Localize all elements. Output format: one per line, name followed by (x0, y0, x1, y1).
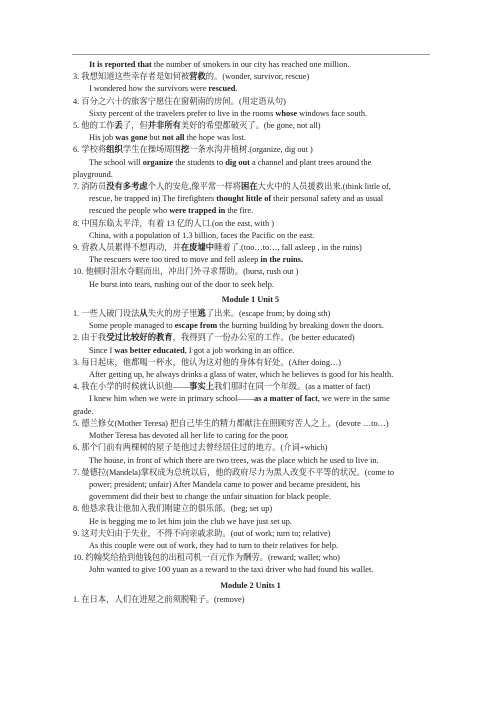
text-run: 1. 一些人破门设法 (73, 309, 140, 319)
text-run: 10. 约翰奖给拾到他钱包的出租司机一百元作为酬劳。(reward; wallet; who) (73, 553, 340, 563)
bold-phrase: as a matter of fact (253, 394, 318, 404)
text-line (73, 279, 428, 291)
text-line (73, 230, 428, 242)
text-run: rescue, be trapped in) The firefighters (89, 194, 217, 204)
text-run: the fire. (225, 206, 254, 216)
text-run: 一条水沟并植树.(organize, dig out ) (189, 145, 313, 155)
text-run: After getting up, he always drinks a glass of water, which he believes is good for his health. (89, 370, 394, 380)
numbered-item (73, 503, 428, 515)
bold-phrase: was gone (115, 133, 148, 143)
numbered-item (73, 71, 428, 83)
bold-phrase: not all (162, 133, 185, 143)
text-run: China, with a population of 1.3 billion, faces the Pacific on the east. (89, 230, 315, 240)
bold-phrase: 在废墟中 (180, 243, 215, 253)
bold-phrase: dig out (225, 157, 250, 167)
text-run: the burning building by breaking down the doors. (217, 321, 384, 331)
text-run: 美好的希望都破灭了。(be gone, not all) (180, 121, 321, 131)
text-run: 个人的安危,像平常一样将 (147, 182, 242, 192)
bold-phrase: was better educated (114, 345, 185, 355)
text-run: government did their best to change the unfair situation for black people. (89, 492, 331, 502)
numbered-item (73, 242, 428, 254)
numbered-item (73, 144, 428, 156)
text-run: 1. 在日本，人们在进屋之前须脱鞋子。(remove) (73, 594, 245, 604)
numbered-item (73, 357, 428, 369)
text-run: He is begging me to let him join the club we have just set up. (89, 516, 293, 526)
bold-phrase: 逃 (197, 309, 206, 319)
numbered-item (73, 467, 428, 479)
text-run: the number of smokers in our city has reached one million. (151, 60, 350, 69)
text-run: Sixty percent of the travelers prefer to live in the rooms (89, 108, 276, 118)
text-run: 6. 那个门前有两棵树的屋子是他过去曾经居住过的地方。(介词+which) (73, 443, 328, 453)
text-run: The school will (89, 157, 143, 167)
text-line (73, 479, 428, 491)
text-run: 9. 营救人员累得不想再动，并 (73, 243, 181, 253)
bold-phrase: 困在 (241, 182, 258, 192)
text-run: 学生在操场周围 (122, 145, 181, 155)
numbered-item (73, 418, 428, 430)
bold-phrase: 挖 (180, 145, 190, 155)
text-run: grade. (73, 406, 94, 416)
text-run: . (235, 84, 238, 94)
text-run: Since I (89, 345, 115, 355)
numbered-item (73, 528, 428, 540)
text-run: 5. 德兰修女(Mother Teresa) 把自己毕生的精力都献注在照顾穷苦人之上。(devote …to…) (73, 418, 389, 428)
section-heading (73, 294, 428, 306)
text-run: the hope was lost. (184, 133, 246, 143)
text-line (73, 320, 428, 332)
text-run: 2. 由于我 (73, 333, 107, 343)
text-run: 10. 他顿时泪水夺眶而出，冲出门外寻求帮助。(burst, rush out ) (73, 267, 299, 277)
bold-phrase: 营救 (189, 72, 206, 82)
text-run: 睡着了.(too…to…, fall asleep , in the ruins) (214, 243, 362, 253)
text-run: playground. (73, 169, 113, 179)
numbered-item (73, 218, 428, 230)
numbered-item (73, 181, 428, 193)
text-run: 5. 他的工作 (73, 121, 115, 131)
bold-phrase: 并非所有 (147, 121, 181, 131)
text-run: a channel and plant trees around the (249, 157, 372, 167)
text-line (73, 406, 428, 418)
document-body (73, 59, 428, 606)
text-run: 4. 我在小学的时候就认识他—— (73, 382, 190, 392)
numbered-item (73, 266, 428, 278)
text-run: 7. 消防员 (73, 182, 107, 192)
bold-phrase: were trapped in (169, 206, 226, 216)
text-run: 9. 这对夫妇由于失业，不得不向亲戚求助。(out of work; turn to; relative) (73, 528, 331, 538)
bold-phrase: 事实上 (189, 382, 215, 392)
bold-phrase: 丢 (114, 121, 123, 131)
text-run: The rescuers were too tired to move and fell asleep (89, 255, 261, 265)
text-run: 4. 百分之六十的旅客宁愿住在窗朝南的房间。(用定语从句) (73, 96, 286, 106)
numbered-item (73, 442, 428, 454)
text-line (73, 516, 428, 528)
bold-phrase: Module 2 Units 1 (220, 580, 281, 590)
bold-phrase: escape from (174, 321, 218, 331)
bold-phrase: whose (275, 108, 298, 118)
text-line (73, 369, 428, 381)
text-run: Mother Teresa has devoted all her life to caring for the poor. (89, 431, 289, 441)
text-run: I wondered how the survivors were (89, 84, 209, 94)
text-line (73, 83, 428, 95)
numbered-item (73, 120, 428, 132)
numbered-item (73, 594, 428, 606)
text-run: rescued the people who (89, 206, 170, 216)
text-run: John wanted to give 100 yuan as a reward to the taxi driver who had found his wallet. (89, 565, 374, 575)
text-line (73, 345, 428, 357)
text-run: As this couple were out of work, they had to turn to their relatives for help. (89, 540, 339, 550)
numbered-item (73, 552, 428, 564)
bold-phrase: 受过比较好的教育 (106, 333, 173, 343)
bold-phrase: thought little of (216, 194, 272, 204)
text-line (73, 193, 428, 205)
numbered-item (73, 332, 428, 344)
text-run: 大火中的人员援救出来.(think little of, (257, 182, 391, 192)
text-run: their personal safety and as usual (271, 194, 384, 204)
section-heading (73, 580, 428, 592)
bold-phrase: organize (142, 157, 174, 167)
bold-phrase: in the ruins. (260, 255, 304, 265)
text-run: , we were in the same (317, 394, 390, 404)
text-line (73, 205, 428, 217)
text-run: 我们那时在同一个年级。(as a matter of fact) (214, 382, 371, 392)
text-run: 了出来。(escape from; by doing sth) (205, 309, 331, 319)
text-run: 8. 他恳求我让他加入我们刚建立的俱乐部。(beg; set up) (73, 504, 273, 514)
text-run: but (147, 133, 163, 143)
text-line (73, 169, 428, 181)
text-run: 3. 我想知道这些幸存者是如何被 (73, 72, 190, 82)
text-run: ，我得到了一份办公室的工作。(be better educated) (172, 333, 355, 343)
text-line (73, 430, 428, 442)
text-run: His job (89, 133, 116, 143)
text-run: windows face south. (297, 108, 368, 118)
text-line (73, 491, 428, 503)
bold-phrase: 没有多考虑 (106, 182, 148, 192)
text-line (73, 455, 428, 467)
numbered-item (73, 381, 428, 393)
bold-phrase: rescued (208, 84, 236, 94)
text-line (73, 540, 428, 552)
text-line (73, 132, 428, 144)
header-rule (72, 54, 430, 55)
bold-phrase: It is reported that (89, 60, 152, 69)
numbered-item (73, 96, 428, 108)
text-run: 7. 曼德拉(Mandela)掌权成为总统以后，他的政府尽力为黑人改变不平等的状况。(come to (73, 467, 395, 477)
text-line (73, 393, 428, 405)
bold-phrase: 从 (139, 309, 148, 319)
text-line (73, 108, 428, 120)
text-run: power; president; unfair) After Mandela came to power and became president, his (89, 479, 361, 489)
text-run: 的。(wonder, survivor, rescue) (205, 72, 310, 82)
text-run: the students to (173, 157, 226, 167)
text-run: Some people managed to (89, 321, 175, 331)
text-run: 了，但 (122, 121, 148, 131)
text-run: I knew him when we were in primary school—— (89, 394, 254, 404)
bold-phrase: 组织 (106, 145, 123, 155)
text-line (73, 157, 428, 169)
text-line (73, 59, 428, 71)
text-run: 6. 学校将 (73, 145, 107, 155)
text-run: , I got a job working in an office. (184, 345, 295, 355)
text-run: He burst into tears, rushing out of the door to seek help. (89, 279, 275, 289)
text-run: The house, in front of which there are two trees, was the place which he used to live in. (89, 455, 379, 465)
text-line (73, 564, 428, 576)
text-run: 3. 每日起床，他都喝一杯水，他认为这对他的身体有好处。(After doing…) (73, 357, 342, 367)
text-run: 失火的房子里 (147, 309, 198, 319)
text-line (73, 254, 428, 266)
text-run: 8. 中国东临太平洋，有着 13 亿的人口.(on the east, with ) (73, 218, 274, 228)
bold-phrase: Module 1 Unit 5 (221, 294, 280, 304)
numbered-item (73, 308, 428, 320)
